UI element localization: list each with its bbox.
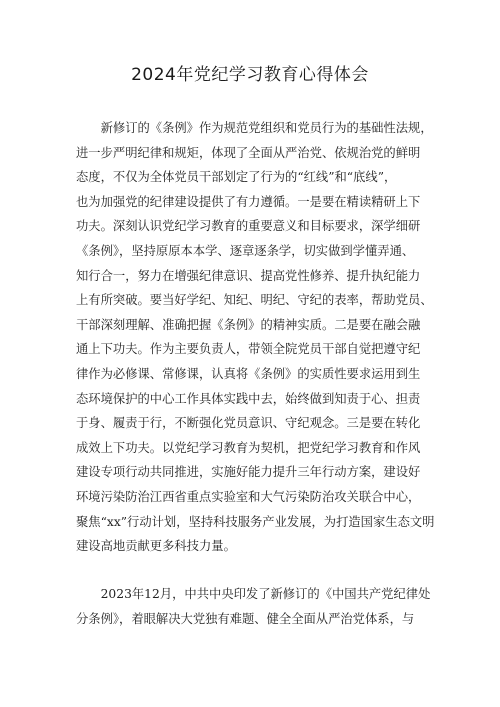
text-line: 律作为必修课、常修课，认真将《条例》的实质性要求运用到生	[76, 366, 421, 381]
text-line: 进一步严明纪律和规矩，体现了全面从严治党、依规治党的鲜明	[76, 145, 421, 160]
text-line: 于身、履责于行，不断强化党员意识、守纪观念。三是要在转化	[76, 416, 421, 431]
text-line: 成效上下功夫。以党纪学习教育为契机，把党纪学习教育和作风	[76, 440, 421, 455]
text-line: 知行合一，努力在增强纪律意识、提高党性修养、提升执纪能力	[76, 268, 421, 283]
text-line: 2023年12月，中共中央印发了新修订的《中国共产党纪律处	[76, 587, 431, 601]
text-line: 态度，不仅为全体党员干部划定了行为的“红线”和“底线”，	[76, 170, 397, 185]
text-line: 建设高地贡献更多科技力量。	[76, 539, 236, 554]
text-line: 功夫。深刻认识党纪学习教育的重要意义和目标要求，深学细研	[76, 219, 421, 234]
text-line: 《条例》，坚持原原本本学、逐章逐条学，切实做到学懂弄通、	[76, 243, 415, 258]
text-line: 通上下功夫。作为主要负责人，带领全院党员干部自觉把遵守纪	[76, 342, 421, 357]
text-line: 新修订的《条例》作为规范党组织和党员行为的基础性法规，	[76, 121, 433, 135]
text-line: 环境污染防治江西省重点实验室和大气污染防治攻关联合中心，	[76, 489, 421, 504]
text-line: 态环境保护的中心工作具体实践中去，始终做到知责于心、担责	[76, 391, 421, 406]
paragraph-1	[76, 116, 448, 559]
text-line: 上有所突破。要当好学纪、知纪、明纪、守纪的表率，帮助党员、	[76, 293, 433, 308]
text-line: 干部深刻理解、准确把握《条例》的精神实质。二是要在融会融	[76, 317, 421, 332]
document-title: 2024年党纪学习教育心得体会	[131, 65, 369, 85]
text-line: 分条例》，着眼解决大党独有难题、健全全面从严治党体系，与	[76, 611, 415, 626]
paragraph-2	[76, 582, 448, 631]
text-line: 也为加强党的纪律建设提供了有力遵循。一是要在精读精研上下	[76, 194, 421, 209]
text-line: 聚焦“xx”行动计划，坚持科技服务产业发展，为打造国家生态文明	[76, 514, 435, 529]
text-line: 建设专项行动共同推进，实施好能力提升三年行动方案，建设好	[76, 465, 421, 480]
